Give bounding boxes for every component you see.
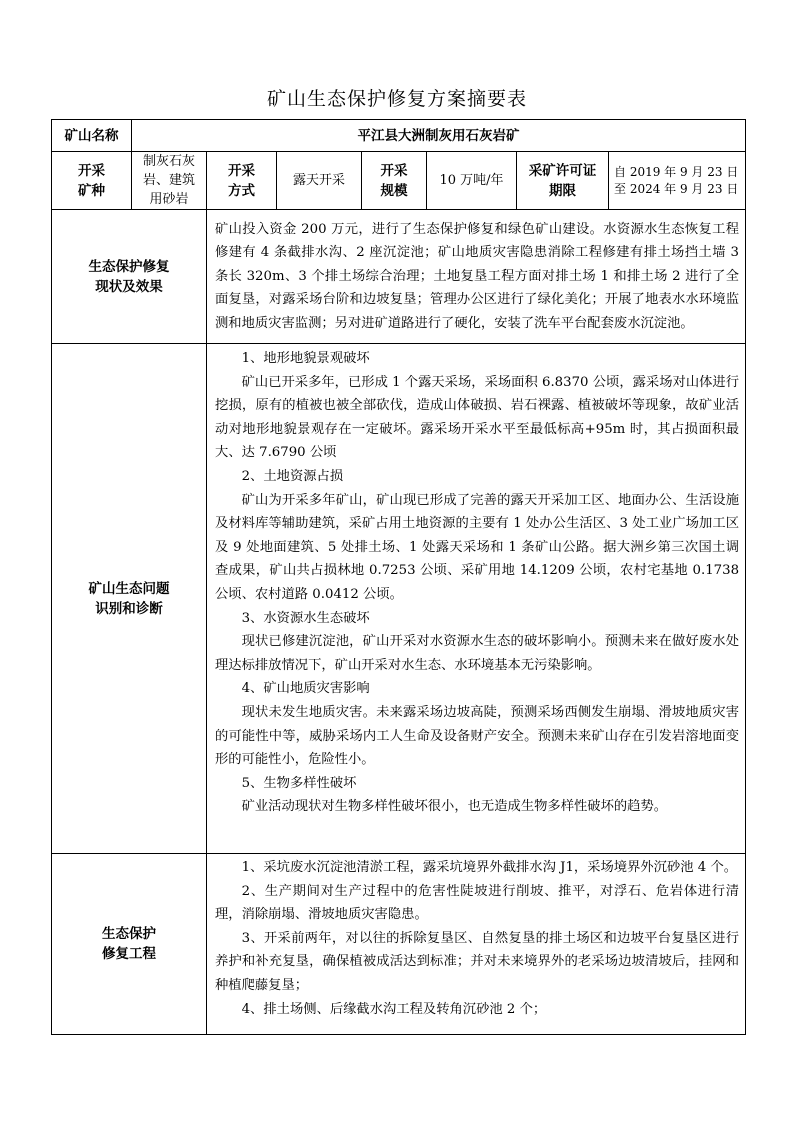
info-row <box>52 152 746 210</box>
method-value: 露天开采 <box>277 152 362 210</box>
status-label: 生态保护修复 现状及效果 <box>52 210 207 344</box>
works-item-1: 1、采坑废水沉淀池清淤工程，露采坑境界外截排水沟 J1，采场境界外沉砂池 4 个。 <box>241 860 738 875</box>
method-label: 开采 方式 <box>207 152 277 210</box>
status-row <box>52 210 746 344</box>
diagnosis-heading-1: 1、地形地貌景观破坏 <box>241 351 370 366</box>
diagnosis-text-4: 现状未发生地质灾害。未来露采场边坡高陡，预测采场西侧发生崩塌、滑坡地质灾害的可能性中等，威胁采场内工人生命及设备财产安全。预测未来矿山存在引发岩溶地面变形的可能性小，危险性小。 <box>215 704 740 768</box>
diagnosis-text-3: 现状已修建沉淀池，矿山开采对水资源水生态的破坏影响小。预测未来在做好废水处理达标排放情况下，矿山开采对水生态、水环境基本无污染影响。 <box>215 634 740 673</box>
status-text: 矿山投入资金 200 万元，进行了生态保护修复和绿色矿山建设。水资源水生态恢复工程修建有 4 条截排水沟、2 座沉淀池；矿山地质灾害隐患消除工程修建有排土场挡土墙 3 条长 320m、3 个排土场综合治理；土地复垦工程方面对排土场 1 和排土场 2 进行了全面复垦，对露采场台阶和边坡复垦；管理办公区进行了绿化美化；开展了地表水水环境监测和地质灾害监测；另对进矿道路进行了硬化，安装了洗车平台配套废水沉淀池。 <box>215 221 740 331</box>
license-value: 自 2019 年 9 月 23 日 至 2024 年 9 月 23 日 <box>609 152 746 210</box>
page-title: 矿山生态保护修复方案摘要表 <box>266 88 527 110</box>
diagnosis-heading-2: 2、土地资源占损 <box>241 468 344 484</box>
diagnosis-heading-3: 3、水资源水生态破坏 <box>241 610 370 626</box>
scale-label: 开采 规模 <box>362 152 427 210</box>
works-item-3: 3、开采前两年，对以往的拆除复垦区、自然复垦的排土场区和边坡平台复垦区进行养护和补充复垦，确保植被成活达到标准；并对未来境界外的老采场边坡清坡后，挂网和种植爬藤复垦； <box>215 930 740 993</box>
diagnosis-text-1: 矿山已开采多年，已形成 1 个露天采场，采场面积 6.8370 公顷，露采场对山体进行挖损，原有的植被也被全部砍伐，造成山体破损、岩石裸露、植被破坏等现象，故矿业活动对地形地貌景观存在一定破坏。露采场开采水平至最低标高+95m 时，其占损面积最大、达 7.6790 公顷 <box>215 374 740 461</box>
summary-table <box>51 119 746 1035</box>
diagnosis-heading-4: 4、矿山地质灾害影响 <box>241 681 370 697</box>
works-label: 生态保护 修复工程 <box>52 854 207 1035</box>
works-item-4: 4、排土场侧、后缘截水沟工程及转角沉砂池 2 个； <box>241 1001 547 1017</box>
mineral-label: 开采 矿种 <box>52 152 132 210</box>
scale-value: 10 万吨/年 <box>427 152 517 210</box>
works-item-2: 2、生产期间对生产过程中的危害性陡坡进行削坡、推平，对浮石、危岩体进行清理，消除崩塌、滑坡地质灾害隐患。 <box>215 883 740 923</box>
diagnosis-heading-5: 5、生物多样性破坏 <box>241 775 357 791</box>
works-row <box>52 854 746 1035</box>
license-label: 采矿许可证 期限 <box>517 152 609 210</box>
mine-name-value: 平江县大洲制灰用石灰岩矿 <box>132 120 746 152</box>
diagnosis-text-2: 矿山为开采多年矿山，矿山现已形成了完善的露天开采加工区、地面办公、生活设施及材料库等辅助建筑，采矿占用土地资源的主要有 1 处办公生活区、3 处工业广场加工区及 9 处地面建筑、5 处排土场、1 处露天采场和 1 条矿山公路。据大洲乡第三次国土调查成果，矿山共占损林地 0.7253 公顷、采矿用地 14.1209 公顷，农村宅基地 0.1738 公顷、农村道路 0.0412 公顷。 <box>215 492 740 602</box>
diagnosis-row <box>52 344 746 854</box>
mine-name-row <box>52 120 746 152</box>
mine-name-label: 矿山名称 <box>52 120 132 152</box>
diagnosis-text-5: 矿业活动现状对生物多样性破坏很小，也无造成生物多样性破坏的趋势。 <box>241 799 668 815</box>
mineral-value: 制灰石灰 岩、建筑 用砂岩 <box>132 152 207 210</box>
diagnosis-label: 矿山生态问题 识别和诊断 <box>52 344 207 854</box>
